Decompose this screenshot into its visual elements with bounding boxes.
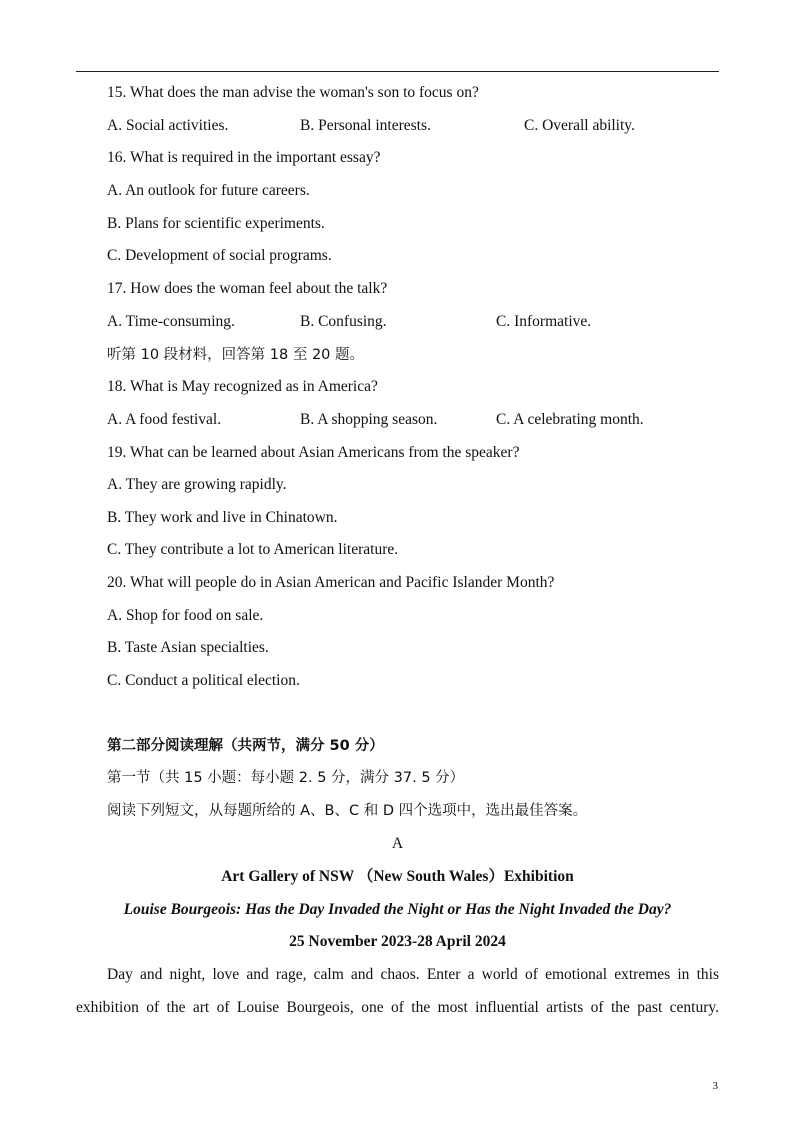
- header-rule: [76, 71, 719, 72]
- q15-option-a: A. Social activities.: [107, 117, 229, 134]
- q17-option-c: C. Informative.: [496, 313, 592, 330]
- q15-option-c: C. Overall ability.: [524, 117, 635, 134]
- page-number: 3: [712, 1080, 718, 1092]
- q16-option-a: A. An outlook for future careers.: [107, 182, 310, 199]
- listening-instruction: 听第 10 段材料，回答第 18 至 20 题。: [107, 347, 365, 363]
- passage-dates: 25 November 2023-28 April 2024: [289, 933, 506, 950]
- q19-option-a: A. They are growing rapidly.: [107, 476, 287, 493]
- passage-subtitle: Louise Bourgeois: Has the Day Invaded the Night or Has the Night Invaded the Day?: [123, 901, 672, 918]
- section1-heading: 第一节（共 15 小题：每小题 2. 5 分，满分 37. 5 分）: [107, 770, 465, 786]
- q18-option-b: B. A shopping season.: [300, 411, 438, 428]
- q19-option-b: B. They work and live in Chinatown.: [107, 509, 338, 526]
- q20-option-b: B. Taste Asian specialties.: [107, 639, 269, 656]
- passage-line-2: exhibition of the art of Louise Bourgeois, one of the most influential artists of the past century.: [76, 999, 719, 1016]
- q19-option-c: C. They contribute a lot to American literature.: [107, 541, 399, 558]
- q15-option-b: B. Personal interests.: [300, 117, 431, 134]
- question-15: 15. What does the man advise the woman's son to focus on?: [107, 84, 479, 101]
- question-17: 17. How does the woman feel about the talk?: [107, 280, 388, 297]
- q17-option-a: A. Time-consuming.: [107, 313, 235, 330]
- q16-option-b: B. Plans for scientific experiments.: [107, 215, 325, 232]
- question-16: 16. What is required in the important essay?: [107, 149, 381, 166]
- part2-heading: 第二部分阅读理解（共两节，满分 50 分）: [107, 738, 384, 754]
- q18-option-a: A. A food festival.: [107, 411, 222, 428]
- question-18: 18. What is May recognized as in America?: [107, 378, 378, 395]
- question-20: 20. What will people do in Asian American and Pacific Islander Month?: [107, 574, 555, 591]
- passage-line-1: Day and night, love and rage, calm and chaos. Enter a world of emotional extremes in this: [107, 966, 719, 983]
- question-19: 19. What can be learned about Asian Americans from the speaker?: [107, 444, 520, 461]
- q20-option-c: C. Conduct a political election.: [107, 672, 300, 689]
- q18-option-c: C. A celebrating month.: [496, 411, 644, 428]
- reading-instruction: 阅读下列短文，从每题所给的 A、B、C 和 D 四个选项中，选出最佳答案。: [107, 803, 588, 819]
- passage-letter: A: [391, 835, 404, 852]
- passage-title: Art Gallery of NSW （New South Wales）Exhibition: [221, 868, 574, 885]
- q16-option-c: C. Development of social programs.: [107, 247, 332, 264]
- q17-option-b: B. Confusing.: [300, 313, 387, 330]
- q20-option-a: A. Shop for food on sale.: [107, 607, 264, 624]
